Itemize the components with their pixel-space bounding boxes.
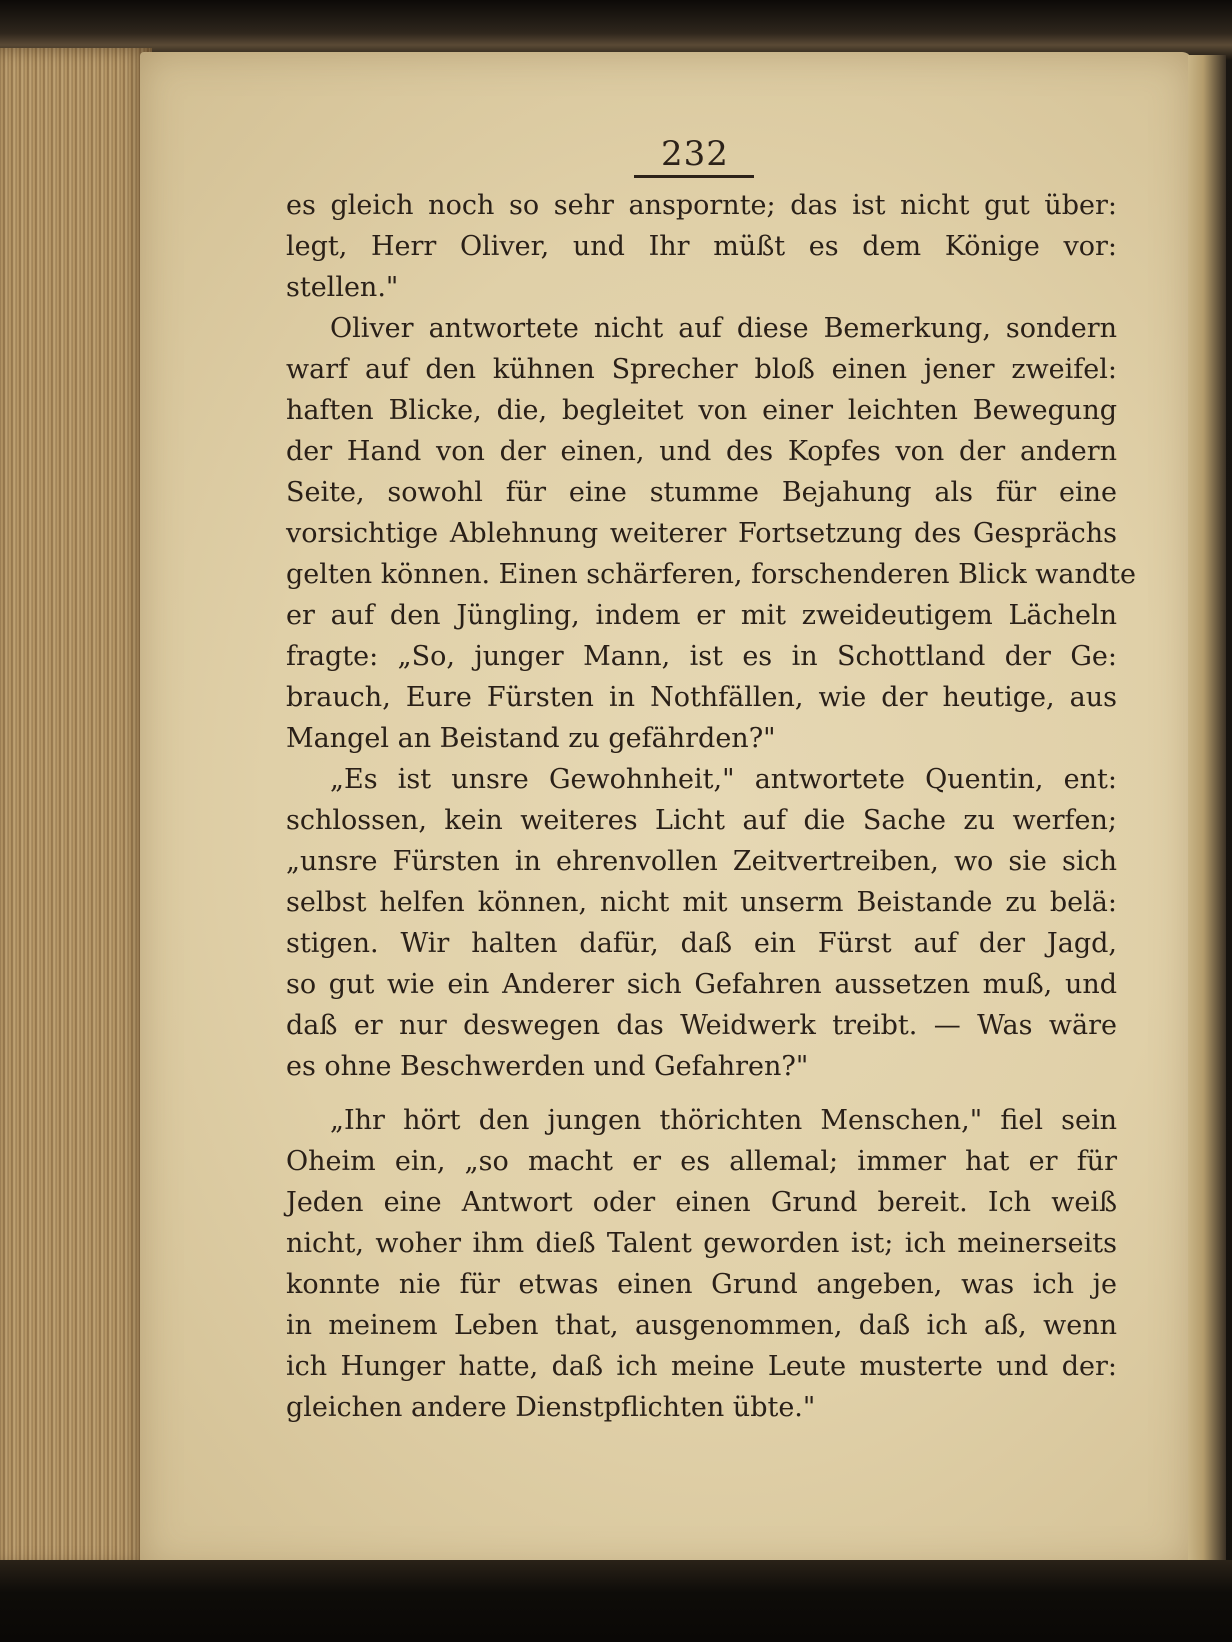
page-gutter	[1188, 55, 1226, 1565]
text-line: Jeden eine Antwort oder einen Grund bereit. Ich weiß	[286, 1187, 1117, 1218]
text-line: ich Hunger hatte, daß ich meine Leute musterte und der:	[286, 1351, 1117, 1382]
text-line: Oheim ein, „so macht er es allemal; immer hat er für	[286, 1146, 1117, 1177]
text-line: fragte: „So, junger Mann, ist es in Schottland der Ge:	[286, 641, 1117, 672]
text-line: es ohne Beschwerden und Gefahren?"	[286, 1051, 809, 1082]
text-line: es gleich noch so sehr anspornte; das ist nicht gut über:	[286, 190, 1117, 221]
text-line: warf auf den kühnen Sprecher bloß einen jener zweifel:	[286, 354, 1117, 385]
text-line: in meinem Leben that, ausgenommen, daß ich aß, wenn	[286, 1310, 1117, 1341]
text-line: gleichen andere Dienstpflichten übte."	[286, 1392, 816, 1423]
text-line: daß er nur deswegen das Weidwerk treibt. — Was wäre	[286, 1010, 1117, 1041]
text-line: haften Blicke, die, begleitet von einer leichten Bewegung	[286, 395, 1117, 426]
text-line: Seite, sowohl für eine stumme Bejahung als für eine	[286, 477, 1117, 508]
text-line: „Ihr hört den jungen thörichten Menschen," fiel sein	[330, 1105, 1117, 1136]
text-line: gelten können. Einen schärferen, forschenderen Blick wandte	[286, 559, 1136, 590]
text-line: er auf den Jüngling, indem er mit zweideutigem Lächeln	[286, 600, 1117, 631]
text-line: so gut wie ein Anderer sich Gefahren aussetzen muß, und	[286, 969, 1117, 1000]
text-line: „Es ist unsre Gewohnheit," antwortete Quentin, ent:	[330, 764, 1117, 795]
text-line: Mangel an Beistand zu gefährden?"	[286, 723, 776, 754]
text-line: stigen. Wir halten dafür, daß ein Fürst auf der Jagd,	[286, 928, 1117, 959]
text-line: stellen."	[286, 272, 399, 303]
text-line: Oliver antwortete nicht auf diese Bemerkung, sondern	[330, 313, 1117, 344]
page-stack-edge	[0, 48, 152, 1568]
text-line: der Hand von der einen, und des Kopfes von der andern	[286, 436, 1117, 467]
text-line: selbst helfen können, nicht mit unserm Beistande zu belä:	[286, 887, 1117, 918]
page-number: 232	[661, 134, 729, 174]
text-line: schlossen, kein weiteres Licht auf die Sache zu werfen;	[286, 805, 1117, 836]
bottom-shadow	[0, 1560, 1232, 1642]
text-line: konnte nie für etwas einen Grund angeben, was ich je	[286, 1269, 1117, 1300]
text-line: „unsre Fürsten in ehrenvollen Zeitvertreiben, wo sie sich	[286, 846, 1117, 877]
page-number-rule	[634, 175, 754, 178]
text-line: legt, Herr Oliver, und Ihr müßt es dem Könige vor:	[286, 231, 1117, 262]
text-line: brauch, Eure Fürsten in Nothfällen, wie der heutige, aus	[286, 682, 1117, 713]
text-line: vorsichtige Ablehnung weiterer Fortsetzung des Gesprächs	[286, 518, 1117, 549]
top-binding	[0, 0, 1232, 60]
text-line: nicht, woher ihm dieß Talent geworden ist; ich meinerseits	[286, 1228, 1117, 1259]
